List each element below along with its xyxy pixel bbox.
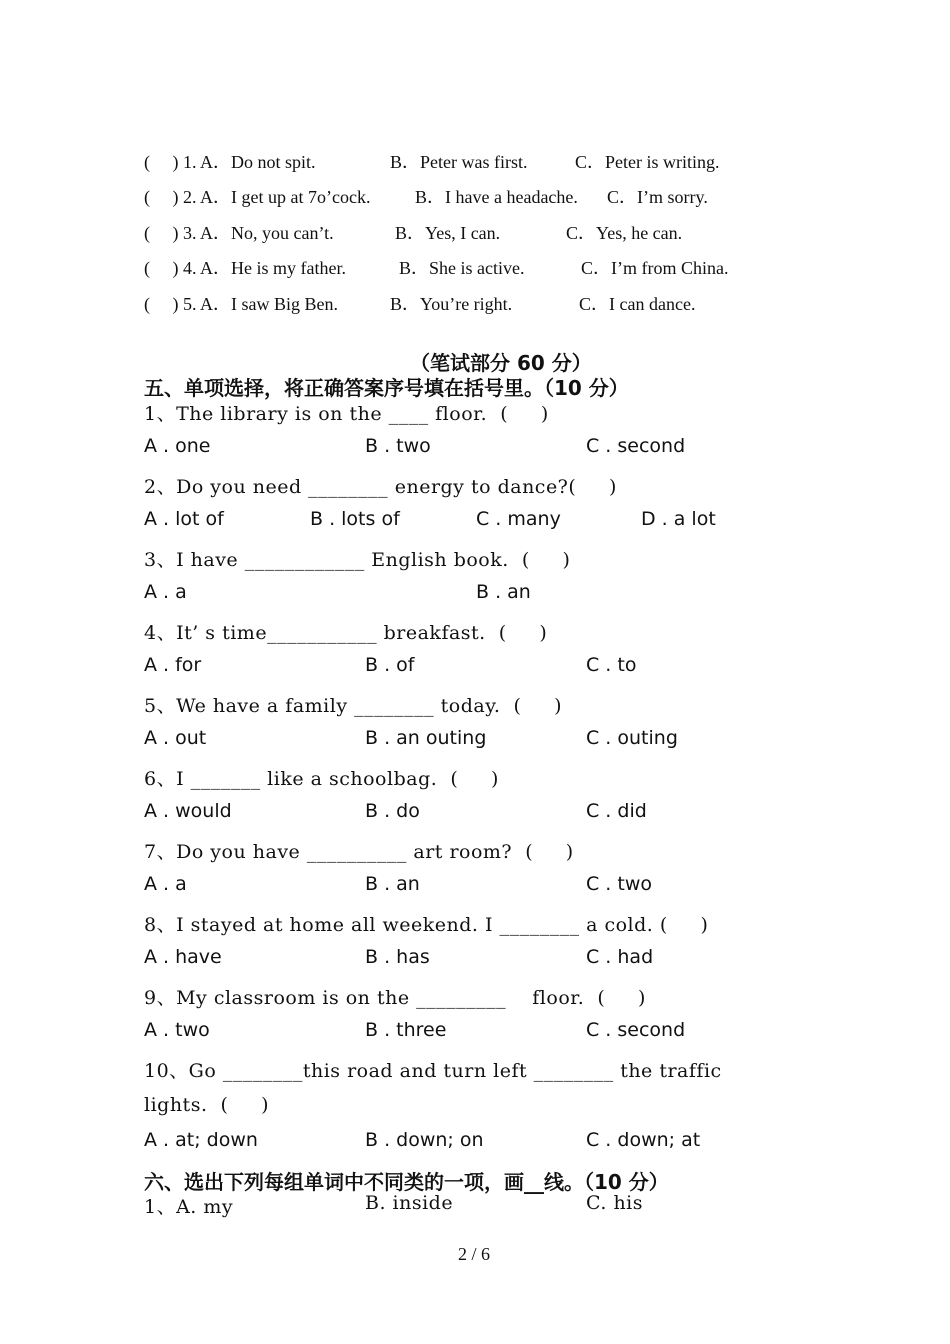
page-number: 2 / 6: [458, 1244, 491, 1264]
s5-q1-option-c: C . second: [586, 435, 686, 457]
listening-q4-b: B．She is active.: [399, 258, 525, 278]
s5-question-2: 2、Do you need ________ energy to dance?( ): [144, 476, 617, 498]
s5-q2-option-a: A . lot of: [144, 508, 224, 530]
listening-q1-b: B．Peter was first.: [390, 152, 528, 172]
s5-q3-option-b: B . an: [476, 581, 531, 603]
s5-q2-option-c: C . many: [476, 508, 561, 530]
s5-q5-option-a: A . out: [144, 727, 207, 749]
s5-q6-option-c: C . did: [586, 800, 647, 822]
listening-q4-c: C．I’m from China.: [581, 258, 729, 278]
listening-q2-a: ( ) 2. A．I get up at 7o’cock.: [144, 187, 371, 207]
s5-q4-option-a: A . for: [144, 654, 202, 676]
listening-q3-b: B．Yes, I can.: [395, 223, 501, 243]
s6-q1-option-c: C. his: [586, 1192, 644, 1214]
s6-q1-option-a: 1、A. my: [144, 1196, 234, 1218]
s5-q8-option-c: C . had: [586, 946, 654, 968]
s5-q9-option-c: C . second: [586, 1019, 686, 1041]
s5-q10-option-a: A . at; down: [144, 1129, 258, 1151]
s5-q8-option-b: B . has: [365, 946, 430, 968]
listening-q1-c: C．Peter is writing.: [575, 152, 720, 172]
s5-q4-option-b: B . of: [365, 654, 415, 676]
s5-q2-option-b: B . lots of: [310, 508, 400, 530]
s5-q7-option-b: B . an: [365, 873, 420, 895]
s5-question-7: 7、Do you have __________ art room? ( ): [144, 841, 574, 863]
listening-q5-c: C．I can dance.: [579, 294, 696, 314]
s5-q6-option-a: A . would: [144, 800, 232, 822]
s5-q4-option-c: C . to: [586, 654, 637, 676]
s5-q10-option-c: C . down; at: [586, 1129, 701, 1151]
s5-question-10-continued: lights. ( ): [144, 1094, 270, 1116]
s5-q2-option-d: D . a lot: [641, 508, 716, 530]
listening-q2-b: B．I have a headache.: [415, 187, 578, 207]
s5-question-6: 6、I _______ like a schoolbag. ( ): [144, 768, 499, 790]
s5-q10-option-b: B . down; on: [365, 1129, 484, 1151]
s5-q1-option-b: B . two: [365, 435, 431, 457]
section-6-title: 六、选出下列每组单词中不同类的一项，画__线。（10 分）: [144, 1170, 669, 1194]
s5-q7-option-c: C . two: [586, 873, 652, 895]
s5-question-1: 1、The library is on the ____ floor. ( ): [144, 403, 549, 425]
s5-question-3: 3、I have ____________ English book. ( ): [144, 549, 571, 571]
s5-question-4: 4、It’ s time___________ breakfast. ( ): [144, 622, 548, 644]
listening-q1-a: ( ) 1. A．Do not spit.: [144, 152, 316, 172]
s6-q1-option-b: B. inside: [365, 1192, 454, 1214]
s5-q7-option-a: A . a: [144, 873, 187, 895]
s5-q1-option-a: A . one: [144, 435, 211, 457]
written-part-title: （笔试部分 60 分）: [410, 351, 592, 375]
listening-q5-a: ( ) 5. A．I saw Big Ben.: [144, 294, 338, 314]
listening-q3-c: C．Yes, he can.: [566, 223, 683, 243]
listening-q5-b: B．You’re right.: [390, 294, 513, 314]
s5-question-8: 8、I stayed at home all weekend. I ________ a cold. ( ): [144, 914, 709, 936]
s5-q9-option-b: B . three: [365, 1019, 447, 1041]
s5-q3-option-a: A . a: [144, 581, 187, 603]
listening-q4-a: ( ) 4. A．He is my father.: [144, 258, 346, 278]
s5-question-10: 10、Go ________this road and turn left ________ the traffic: [144, 1060, 722, 1082]
listening-q3-a: ( ) 3. A．No, you can’t.: [144, 223, 334, 243]
s5-q6-option-b: B . do: [365, 800, 420, 822]
s5-q8-option-a: A . have: [144, 946, 222, 968]
s5-q5-option-b: B . an outing: [365, 727, 487, 749]
s5-q5-option-c: C . outing: [586, 727, 678, 749]
section-5-title: 五、单项选择，将正确答案序号填在括号里。（10 分）: [144, 376, 629, 400]
s5-question-5: 5、We have a family ________ today. ( ): [144, 695, 563, 717]
listening-q2-c: C．I’m sorry.: [607, 187, 708, 207]
s5-q9-option-a: A . two: [144, 1019, 210, 1041]
s5-question-9: 9、My classroom is on the _________ floor. ( ): [144, 987, 646, 1009]
